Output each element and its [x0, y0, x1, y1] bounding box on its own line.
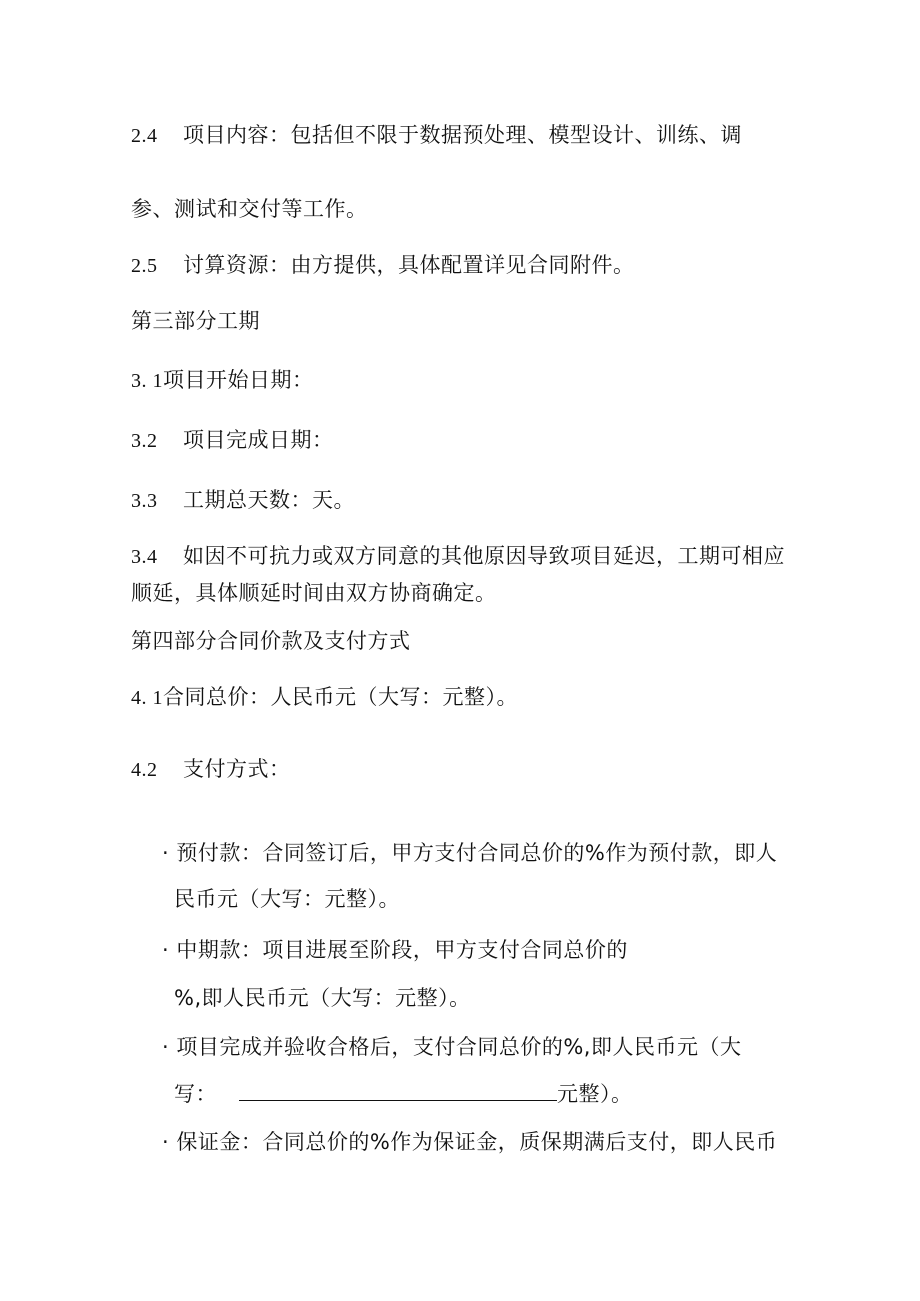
- clause-2-4-line-1: [131, 122, 742, 149]
- clause-number: 2.4: [131, 125, 158, 147]
- clause-text: 顺延，具体顺延时间由双方协商确定。: [131, 581, 497, 605]
- clause-text: 讨算资源：由方提供，具体配置详见合同附件。: [183, 253, 635, 277]
- bullet-text: · 预付款：合同签订后，甲方支付合同总价的%作为预付款，即人: [162, 841, 778, 865]
- bullet-text: · 项目完成并验收合格后，支付合同总价的%,即人民币元（大: [162, 1035, 742, 1059]
- bullet-text: 写：: [174, 1082, 217, 1106]
- part-3-heading: [131, 308, 260, 334]
- bullet-deposit-line-1: [162, 1129, 777, 1155]
- clause-text: 项目开始日期：: [163, 368, 314, 392]
- clause-number: 3. 1: [131, 370, 163, 392]
- bullet-advance-payment-line-2: [174, 886, 400, 912]
- bullet-text: 民币元（大写：元整）。: [174, 887, 400, 911]
- clause-text: 项目完成日期：: [183, 428, 334, 452]
- part-4-heading: [131, 628, 411, 654]
- bullet-final-payment-line-1: [162, 1034, 741, 1060]
- section-heading: 第四部分合同价款及支付方式: [131, 629, 411, 653]
- bullet-text: %,即人民币元（大写：元整）。: [174, 986, 471, 1010]
- bullet-text: · 保证金：合同总价的%作为保证金，质保期满后支付，即人民币: [162, 1130, 778, 1154]
- clause-4-1: [131, 684, 518, 711]
- clause-3-1: [131, 367, 314, 394]
- clause-number: 4.2: [131, 759, 158, 781]
- clause-number: 2.5: [131, 255, 158, 277]
- bullet-interim-payment-line-1: [162, 937, 628, 963]
- clause-text: 参、测试和交付等工作。: [131, 197, 368, 221]
- clause-3-2: [131, 427, 334, 454]
- fill-in-blank-line: [239, 1082, 557, 1101]
- clause-number: 4. 1: [131, 687, 163, 709]
- bullet-advance-payment-line-1: [162, 840, 777, 866]
- bullet-text: 元整）。: [557, 1082, 633, 1106]
- section-heading: 第三部分工期: [131, 309, 260, 333]
- clause-number: 3.2: [131, 430, 158, 452]
- clause-3-3: [131, 487, 355, 514]
- bullet-interim-payment-line-2: [174, 985, 471, 1011]
- clause-number: 3.3: [131, 490, 158, 512]
- clause-2-4-line-2: [131, 196, 368, 222]
- clause-text: 合同总价：人民币元（大写：元整）。: [163, 685, 518, 709]
- clause-number: 3.4: [131, 546, 158, 568]
- clause-text: 支付方式：: [183, 757, 291, 781]
- clause-text: 项目内容：包括但不限于数据预处理、模型设计、训练、调: [183, 123, 742, 147]
- clause-text: 工期总天数：天。: [183, 488, 355, 512]
- clause-2-5: [131, 252, 635, 279]
- clause-4-2: [131, 756, 291, 783]
- bullet-final-payment-line-2: [174, 1081, 633, 1107]
- clause-3-4-line-2: [131, 580, 497, 606]
- bullet-text: · 中期款：项目进展至阶段，甲方支付合同总价的: [162, 938, 628, 962]
- clause-text: 如因不可抗力或双方同意的其他原因导致项目延迟，工期可相应: [183, 544, 785, 568]
- clause-3-4-line-1: [131, 543, 785, 570]
